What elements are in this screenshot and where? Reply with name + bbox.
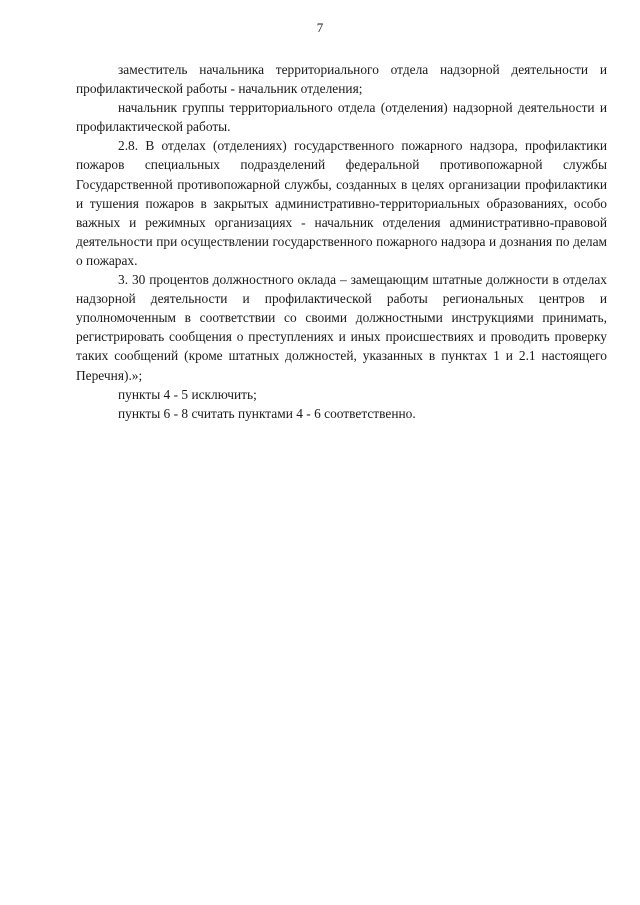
page-number: 7 <box>316 20 324 35</box>
paragraph-item-2-8: 2.8. В отделах (отделениях) государственного пожарного надзора, профилактики пожаров специальных подразделений федеральной противопожарной службы Государственной противопожарной службы, созданных в целях организации профилактики и тушения пожаров в закрытых административно-территориальных образованиях, особо важных и режимных организациях - начальник отделения административно-правовой деятельности при осуществлении государственного пожарного надзора и дознания по делам о пожарах. <box>76 138 607 268</box>
paragraph-deputy-head: заместитель начальника территориального отдела надзорной деятельности и профилактической работы - начальник отделения; <box>76 62 607 97</box>
paragraph-renumber-items: пункты 6 - 8 считать пунктами 4 - 6 соответственно. <box>118 405 416 421</box>
paragraph-group-head: начальник группы территориального отдела (отделения) надзорной деятельности и профилактической работы. <box>76 100 607 135</box>
paragraph-exclude-items: пункты 4 - 5 исключить; <box>118 386 257 402</box>
document-body <box>76 60 607 423</box>
paragraph-item-3: 3. 30 процентов должностного оклада – замещающим штатные должности в отделах надзорной деятельности и профилактической работы региональных центров и уполномоченным в соответствии со своими должностными инструкциями принимать, регистрировать сообщения о преступлениях и иных происшествиях и проводить проверку таких сообщений (кроме штатных должностей, указанных в пунктах 1 и 2.1 настоящего Перечня).»; <box>76 272 607 383</box>
